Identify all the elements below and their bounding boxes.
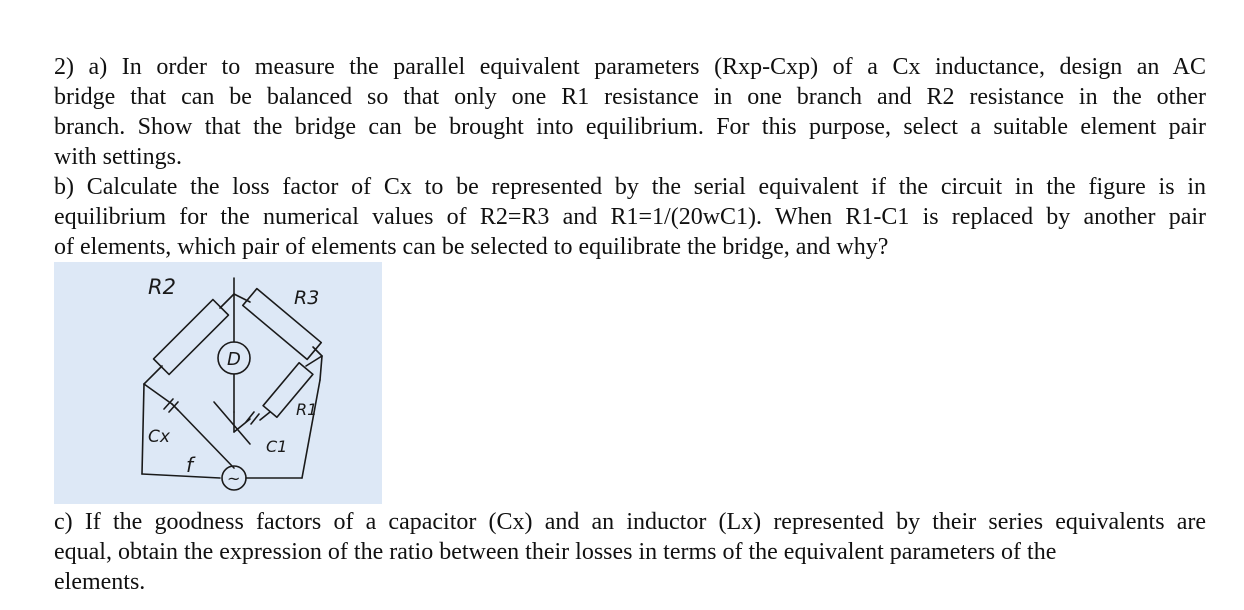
r2-wire (220, 294, 234, 308)
c1-label: C1 (266, 437, 288, 456)
detector-label: D (227, 349, 241, 370)
bridge-circuit-figure (54, 262, 382, 504)
outer-wire-left (142, 384, 144, 474)
frequency-label: f (186, 453, 194, 477)
outer-wire-bottom (142, 474, 220, 478)
text-line: b) Calculate the loss factor of Cx to be represented by the serial equivalent if the circuit in the figure is in (54, 174, 1206, 200)
r2-wire (144, 366, 162, 384)
ac-source-symbol: ~ (227, 469, 241, 488)
c1-wire (234, 419, 250, 432)
r3-label: R3 (294, 287, 320, 309)
cx-wire (144, 384, 172, 404)
text-line: of elements, which pair of elements can be selected to equilibrate the bridge, and why? (54, 234, 889, 260)
text-line: equal, obtain the expression of the ratio between their losses in terms of the equivalent parameters of the (54, 539, 1057, 565)
text-line: elements. (54, 569, 146, 595)
text-line: bridge that can be balanced so that only one R1 resistance in one branch and R2 resistance in the other (54, 84, 1206, 110)
text-line: branch. Show that the bridge can be brought into equilibrium. For this purpose, select a suitable element pair (54, 114, 1206, 140)
problem-text-bottom (54, 507, 1206, 597)
text-line: c) If the goodness factors of a capacitor (Cx) and an inductor (Lx) represented by their series equivalents are (54, 509, 1206, 535)
r1-label: R1 (296, 400, 318, 419)
text-line: with settings. (54, 144, 183, 170)
outer-wire-right (302, 380, 320, 478)
outer-wire-right (320, 356, 322, 380)
bridge-circuit-diagram (54, 262, 382, 504)
cx-label: Cx (148, 427, 170, 447)
r1-wire (260, 412, 270, 420)
text-line: 2) a) In order to measure the parallel equivalent parameters (Rxp-Cxp) of a Cx inductance, design an AC (54, 54, 1206, 80)
r2-label: R2 (148, 275, 176, 299)
r2-resistor (154, 300, 229, 375)
text-line: equilibrium for the numerical values of R2=R3 and R1=1/(20wC1). When R1-C1 is replaced by another pair (54, 204, 1206, 230)
problem-text-top (54, 52, 1206, 262)
